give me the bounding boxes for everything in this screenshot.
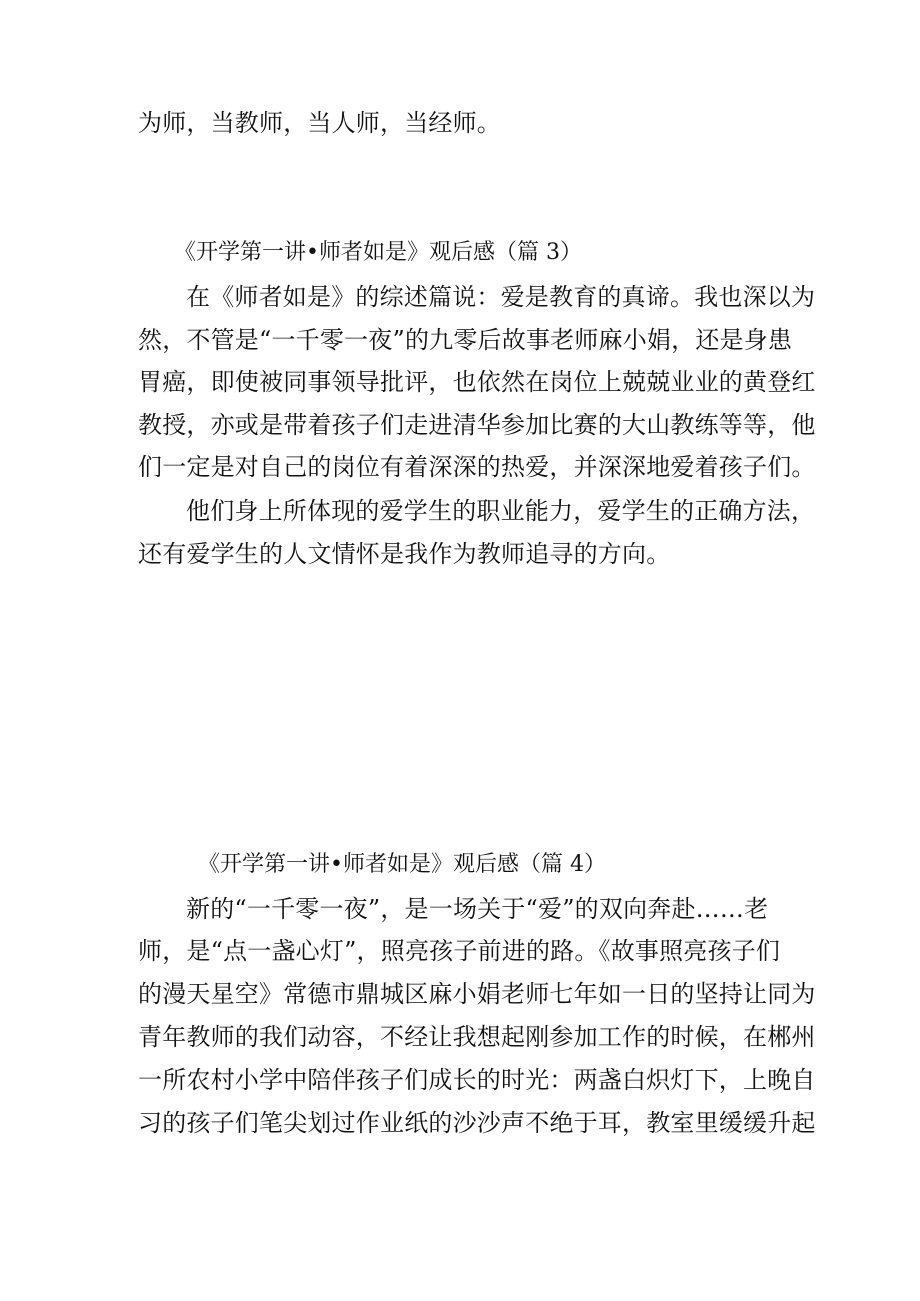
section-4-title: 《开学第一讲•师者如是》观后感（篇 4） <box>198 852 606 877</box>
section-3-title: 《开学第一讲•师者如是》观后感（篇 3） <box>174 240 582 265</box>
paragraph-line: 的漫天星空》常德市鼎城区麻小娟老师七年如一日的坚持让同为 <box>138 980 816 1008</box>
paragraph-line: 他们身上所体现的爱学生的职业能力，爱学生的正确方法， <box>186 497 816 525</box>
paragraph-line: 新的“一千零一夜”，是一场关于“爱”的双向奔赴……老 <box>186 895 769 923</box>
paragraph-line: 们一定是对自己的岗位有着深深的热爱，并深深地爱着孩子们。 <box>138 453 816 481</box>
paragraph-line: 然，不管是“一千零一夜”的九零后故事老师麻小娟，还是身患 <box>138 326 793 354</box>
paragraph-line: 习的孩子们笔尖划过作业纸的沙沙声不绝于耳，教室里缓缓升起 <box>138 1109 816 1137</box>
paragraph-line: 教授，亦或是带着孩子们走进清华参加比赛的大山教练等等，他 <box>138 411 816 439</box>
paragraph-line: 还有爱学生的人文情怀是我作为教师追寻的方向。 <box>138 540 671 568</box>
paragraph-line: 在《师者如是》的综述篇说：爱是教育的真谛。我也深以为 <box>186 283 816 311</box>
paragraph-line: 一所农村小学中陪伴孩子们成长的时光：两盏白炽灯下，上晚自 <box>138 1066 816 1094</box>
paragraph-line: 师，是“点一盏心灯”，照亮孩子前进的路。《故事照亮孩子们 <box>138 937 781 965</box>
paragraph-line: 胃癌，即使被同事领导批评，也依然在岗位上兢兢业业的黄登红 <box>138 368 816 396</box>
previous-section-tail-line: 为师，当教师，当人师，当经师。 <box>138 109 501 137</box>
paragraph-line: 青年教师的我们动容，不经让我想起刚参加工作的时候，在郴州 <box>138 1023 816 1051</box>
